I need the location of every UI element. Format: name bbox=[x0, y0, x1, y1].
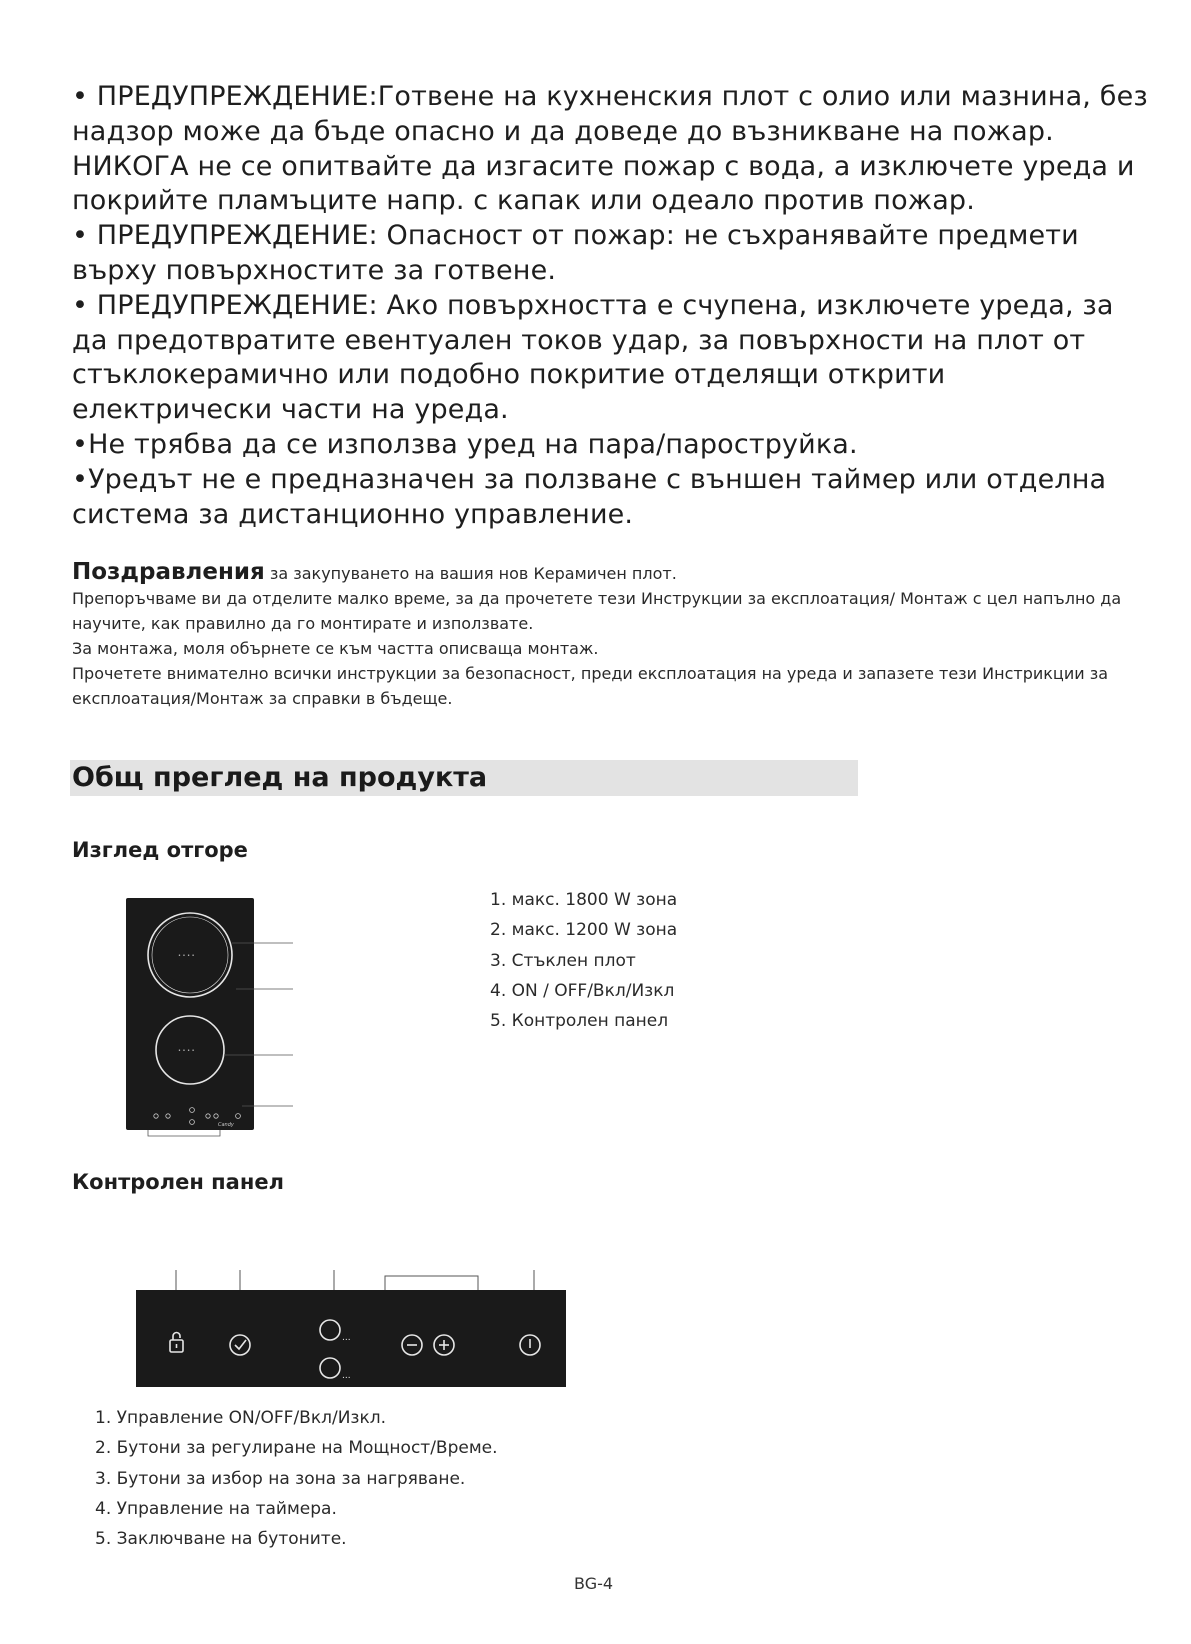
legend-item: 4. Управление на таймера. bbox=[95, 1498, 337, 1519]
intro-line: Прочетете внимателно всички инструкции за безопасност, преди експлоатация на уреда и запазете тези Инстрикции за експлоатация/Монтаж за справки в бъдеще. bbox=[72, 664, 1109, 708]
intro-block bbox=[72, 560, 1132, 711]
warning-paragraph: • ПРЕДУПРЕЖДЕНИЕ: Ако повърхността е счупена, изключете уреда, за да предотвратите евентуален токов удар, за повърхности на плот от стъклокерамично или подобно покритие отделящи открити електрически части на уреда. bbox=[72, 289, 1114, 426]
intro-line: За монтажа, моля обърнете се към частта описваща монтаж. bbox=[72, 639, 599, 658]
svg-text:• • • •: • • • • bbox=[178, 953, 195, 959]
control-panel-legend bbox=[95, 1403, 498, 1554]
legend-item: 4. ON / OFF/Вкл/Изкл bbox=[490, 980, 675, 1001]
brand-logo: Candy bbox=[218, 1122, 234, 1128]
warning-paragraph: •Уредът не е предназначен за ползване с външен таймер или отделна система за дистанционно управление. bbox=[72, 463, 1107, 530]
legend-item: 5. Заключване на бутоните. bbox=[95, 1529, 347, 1550]
control-panel-strip bbox=[136, 1290, 566, 1387]
section-title: Общ преглед на продукта bbox=[70, 760, 858, 796]
legend-item: 2. Бутони за регулиране на Мощност/Време. bbox=[95, 1438, 498, 1459]
legend-item: 2. макс. 1200 W зона bbox=[490, 920, 678, 941]
warning-paragraph: • ПРЕДУПРЕЖДЕНИЕ:Готвене на кухненския плот с олио или мазнина, без надзор може да бъде опасно и да доведе до възникване на пожар. НИКОГА не се опитвайте да изгасите пожар с вода, а изключете уреда и покрийте пламъците напр. с капак или одеало против пожар. bbox=[72, 81, 1148, 217]
congrats-word: Поздравления bbox=[72, 559, 265, 585]
congrats-rest: за закупуването на вашия нов Керамичен плот. bbox=[264, 564, 677, 583]
top-view-legend bbox=[490, 885, 677, 1036]
intro-line: Препоръчваме ви да отделите малко време, за да прочетете тези Инструкции за експлоатация/ Монтаж с цел напълно да научите, как правилно да го монтирате и използвате. bbox=[72, 589, 1122, 633]
congrats-line bbox=[72, 560, 1132, 586]
control-panel-diagram bbox=[130, 1270, 570, 1400]
svg-text:• • • •: • • • • bbox=[178, 1048, 195, 1054]
legend-item: 1. макс. 1800 W зона bbox=[490, 890, 678, 910]
warning-paragraph: •Не трябва да се използва уред на пара/пароструйка. bbox=[72, 428, 858, 460]
legend-item: 3. Бутони за избор на зона за нагряване. bbox=[95, 1468, 466, 1489]
warnings-block bbox=[72, 80, 1152, 532]
hob-top-view-diagram bbox=[120, 892, 300, 1152]
legend-item: 3. Стъклен плот bbox=[490, 950, 636, 971]
svg-text:...: ... bbox=[342, 1371, 351, 1381]
top-view-heading: Изглед отгоре bbox=[72, 838, 248, 862]
legend-item: 1. Управление ON/OFF/Вкл/Изкл. bbox=[95, 1408, 386, 1428]
legend-item: 5. Контролен панел bbox=[490, 1011, 669, 1032]
warning-paragraph: • ПРЕДУПРЕЖДЕНИЕ: Опасност от пожар: не съхранявайте предмети върху повърхностите за готвене. bbox=[72, 220, 1079, 286]
page-number: BG-4 bbox=[574, 1574, 614, 1593]
svg-text:...: ... bbox=[342, 1333, 351, 1343]
control-panel-heading: Контролен панел bbox=[72, 1170, 284, 1194]
hob-glass bbox=[126, 898, 254, 1130]
